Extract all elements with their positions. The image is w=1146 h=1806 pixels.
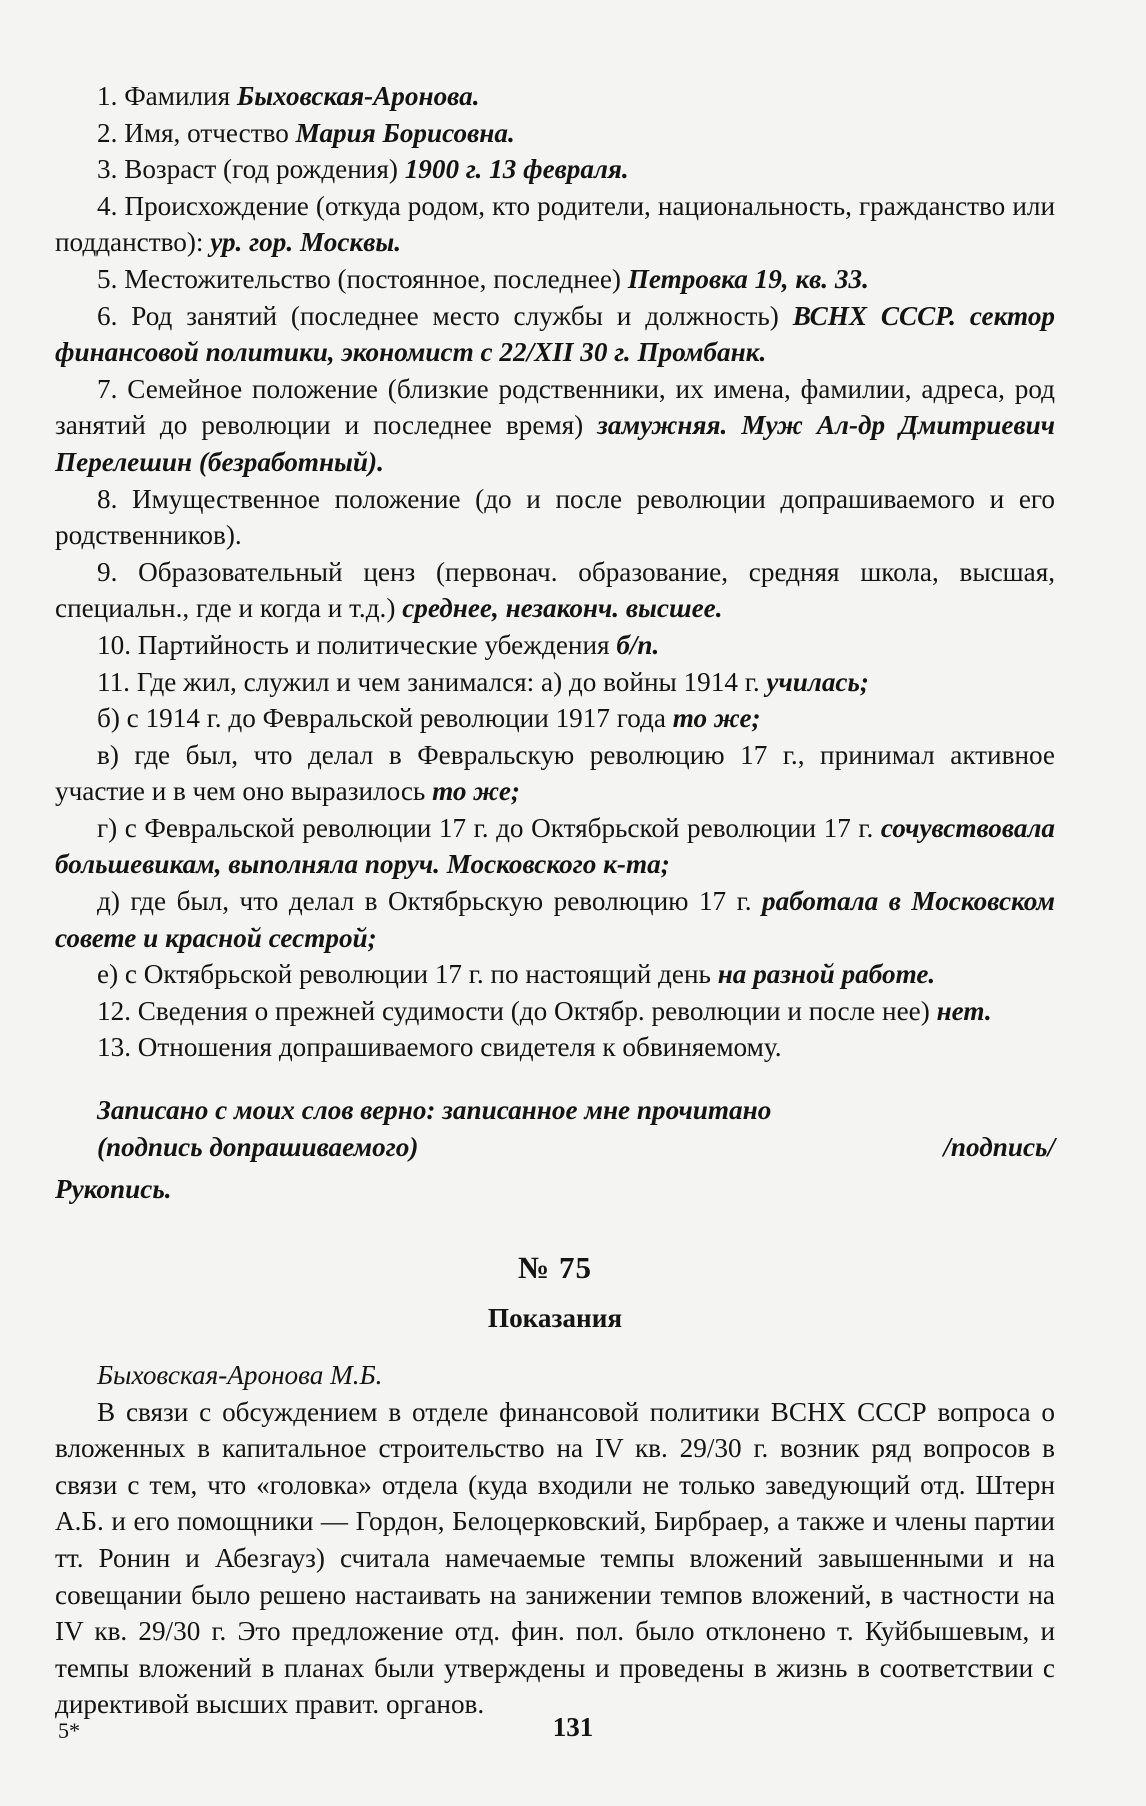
questionnaire-item — [55, 481, 1055, 554]
question-label: 12. Сведения о прежней судимости (до Октябр. революции и после нее) — [97, 995, 937, 1026]
question-label: 2. Имя, отчество — [97, 117, 296, 148]
questionnaire-item — [55, 700, 1055, 737]
signature-caption: (подпись допрашиваемого) — [97, 1131, 419, 1162]
questionnaire-item — [55, 151, 1055, 188]
question-label: 13. Отношения допрашиваемого свидетеля к обвиняемому. — [97, 1032, 782, 1063]
question-label: 11. Где жил, служил и чем занимался: а) до войны 1914 г. — [97, 666, 767, 697]
question-label: 10. Партийность и политические убеждения — [97, 629, 617, 660]
page-number: 131 — [552, 1712, 594, 1742]
question-answer: то же; — [432, 776, 520, 807]
questionnaire-item — [55, 78, 1055, 115]
question-answer: то же; — [672, 703, 761, 734]
signature-line: Записано с моих слов верно: записанное мне прочитано — [97, 1095, 772, 1126]
questionnaire-item — [55, 810, 1055, 883]
question-answer: среднее, незаконч. высшее. — [402, 593, 723, 624]
question-label: г) с Февральской революции 17 г. до Октябрьской революции 17 г. — [97, 812, 881, 843]
signature-mark: /подпись/ — [943, 1131, 1055, 1162]
question-answer: сочувствовала большевикам, выполняла поруч. Московского к-та; — [55, 812, 1055, 880]
questionnaire-item — [55, 371, 1055, 481]
signature-mark-footer: 5* — [58, 1718, 80, 1743]
questionnaire-item — [55, 737, 1055, 810]
questionnaire — [55, 78, 1055, 1066]
question-answer: на разной работе. — [717, 959, 936, 990]
questionnaire-item — [55, 1029, 1055, 1066]
question-label: 5. Местожительство (постоянное, последнее) — [97, 263, 628, 294]
questionnaire-item — [55, 261, 1055, 298]
document-number: № 75 — [518, 1249, 592, 1285]
question-answer: Мария Борисовна. — [295, 117, 515, 148]
question-label: 3. Возраст (год рождения) — [97, 154, 405, 185]
question-label: 4. Происхождение (откуда родом, кто родители, национальность, гражданство или подданство): — [55, 190, 1055, 258]
question-answer: 1900 г. 13 февраля. — [404, 154, 629, 185]
questionnaire-item — [55, 664, 1055, 701]
question-answer: Быховская-Аронова. — [236, 81, 480, 111]
question-answer: замужняя. Муж Ал-др Дмитриевич Перелешин (безработный). — [55, 410, 1055, 477]
question-label: в) где был, что делал в Февральскую революцию 17 г., принимал активное участие и в чем оно выразилось — [55, 739, 1055, 807]
questionnaire-item — [55, 627, 1055, 664]
questionnaire-item — [55, 554, 1055, 627]
question-label: 6. Род занятий (последнее место службы и должность) — [97, 300, 793, 331]
question-answer: нет. — [936, 995, 992, 1026]
questionnaire-item — [55, 298, 1055, 371]
author-name: Быховская-Аронова М.Б. — [97, 1360, 383, 1390]
document-title: Показания — [487, 1303, 623, 1334]
questionnaire-item — [55, 188, 1055, 261]
question-answer: Петровка 19, кв. 33. — [627, 263, 869, 294]
question-label: 1. Фамилия — [97, 81, 237, 111]
question-answer: училась; — [766, 666, 869, 697]
question-answer: ВСНХ СССР. сектор финансовой политики, экономист с 22/XII 30 г. Промбанк. — [55, 300, 1056, 368]
question-label: 8. Имущественное положение (до и после революции допрашиваемого и его родственников). — [55, 483, 1055, 551]
question-label: 9. Образовательный ценз (первонач. образование, средняя школа, высшая, специальн., где и когда и т.д.) — [55, 556, 1055, 624]
questionnaire-item — [55, 115, 1055, 152]
questionnaire-item — [55, 883, 1055, 956]
question-label: е) с Октябрьской революции 17 г. по настоящий день — [97, 959, 718, 990]
questionnaire-item — [55, 993, 1055, 1030]
page-body — [55, 78, 1055, 1723]
source-note: Рукопись. — [55, 1174, 172, 1205]
question-answer: работала в Московском совете и красной сестрой; — [55, 886, 1055, 953]
questionnaire-item — [55, 956, 1055, 993]
question-answer: б/п. — [616, 629, 660, 660]
question-label: 7. Семейное положение (близкие родственники, их имена, фамилии, адреса, род занятий до революции и последнее время) — [55, 373, 1055, 441]
question-answer: ур. гор. Москвы. — [210, 227, 402, 258]
signature-block — [55, 1092, 1055, 1165]
testimony-paragraph: В связи с обсуждением в отделе финансовой политики ВСНХ СССР вопроса о вложенных в капитальное строительство на IV кв. 29/30 г. возник ряд вопросов в связи с тем, что «головка» отдела (куда входили не только заведующий отд. Штерн А.Б. и его помощники — Гордон, Белоцерковский, Бирбраер, а также и члены партии тт. Ронин и Абезгауз) считала намечаемые темпы вложений завышенными и на совещании было решено настаивать на занижении темпов вложений, в частности на IV кв. 29/30 г. Это предложение отд. фин. пол. было отклонено т. Куйбышевым, и темпы вложений в планах были утверждены и проведены в жизнь в соответствии с директивой высших правит. органов. — [55, 1396, 1055, 1720]
question-label: д) где был, что делал в Октябрьскую революцию 17 г. — [97, 886, 762, 917]
question-label: б) с 1914 г. до Февральской революции 1917 года — [97, 703, 673, 734]
